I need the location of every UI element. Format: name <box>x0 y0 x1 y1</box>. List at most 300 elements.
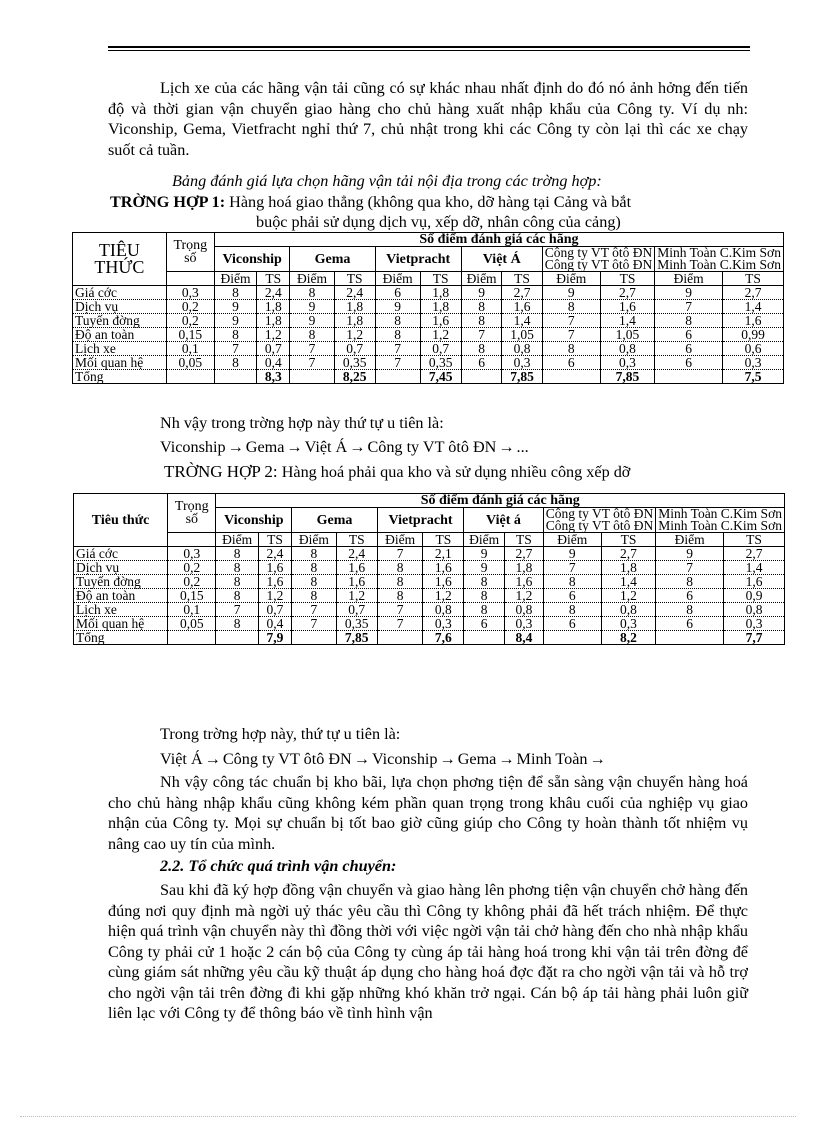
weight-cell: 0,05 <box>168 617 216 631</box>
company-header <box>655 247 784 272</box>
company-name-line: Công ty VT ôtô ĐN <box>545 518 654 533</box>
page-bottom-rule <box>20 1116 796 1118</box>
table-row <box>74 617 785 631</box>
ts-cell: 1,6 <box>423 561 464 575</box>
point-cell: 8 <box>656 575 724 589</box>
ts-cell: 1,6 <box>600 300 654 314</box>
ts-cell: 1,8 <box>505 561 544 575</box>
criterion-cell: Dịch vụ <box>74 561 168 575</box>
table-row <box>73 328 784 342</box>
case1-text-cont: buộc phải sử dụng dịch vụ, xếp dỡ, nhân công của cảng) <box>256 213 621 231</box>
point-cell: 8 <box>290 328 334 342</box>
ts-cell: 2,7 <box>723 286 784 300</box>
weight-cell: 0,2 <box>168 575 216 589</box>
arrow-icon: → <box>227 438 244 456</box>
company-header <box>290 247 375 272</box>
intro-text: Lịch xe của các hãng vận tải cũng có sự khác nhau nhất định do đó nó ảnh hởng đến tiến độ và thời gian vận chuyển giao hàng cho chủ hàng xuất nhập khẩu của Công ty. Ví dụ nh: Viconship, Gema, Vietfracht nghỉ thứ 7, chủ nhật trong khi các Công ty còn lại thì các xe chạy suốt cả tuần. <box>108 79 748 159</box>
point-cell: 6 <box>543 589 601 603</box>
sub-header-ts: TS <box>601 533 655 547</box>
group-header: Số điểm đánh giá các hãng <box>214 233 783 247</box>
point-cell: 8 <box>214 356 256 370</box>
case2-heading <box>164 462 630 482</box>
ts-cell: 1,6 <box>336 575 377 589</box>
point-cell: 9 <box>542 286 600 300</box>
criterion-cell: Giá cớc <box>73 286 167 300</box>
sub-header-ts: TS <box>258 533 291 547</box>
arrow-icon: → <box>204 750 221 768</box>
point-cell: 9 <box>461 286 502 300</box>
ts-cell: 2,1 <box>423 547 464 561</box>
total-point-empty <box>290 370 334 384</box>
total-ts-cell: 8,25 <box>334 370 375 384</box>
company-name-line: Công ty VT ôtô ĐN <box>544 245 653 260</box>
weight-cell: 0,05 <box>166 356 214 370</box>
point-cell: 6 <box>655 328 723 342</box>
table-row <box>73 342 784 356</box>
ts-cell: 0,3 <box>724 617 785 631</box>
ts-cell: 0,35 <box>336 617 377 631</box>
ts-cell: 1,6 <box>502 300 542 314</box>
point-cell: 6 <box>464 617 505 631</box>
ts-cell: 1,6 <box>258 575 291 589</box>
point-cell: 8 <box>290 286 334 300</box>
company-header <box>656 508 785 533</box>
table-row <box>74 547 785 561</box>
total-ts-cell: 7,6 <box>423 631 464 645</box>
point-cell: 7 <box>377 603 423 617</box>
ts-cell: 2,4 <box>334 286 375 300</box>
point-cell: 8 <box>377 561 423 575</box>
ts-cell: 2,4 <box>258 547 291 561</box>
ts-cell: 1,2 <box>257 328 290 342</box>
total-point-empty <box>656 631 724 645</box>
point-cell: 6 <box>542 356 600 370</box>
total-ts-cell: 8,2 <box>601 631 655 645</box>
sub-header-point: Điểm <box>461 272 502 286</box>
arrow-icon: → <box>498 438 515 456</box>
table-row <box>73 356 784 370</box>
point-cell: 8 <box>216 575 258 589</box>
criterion-cell: Lịch xe <box>74 603 168 617</box>
ts-cell: 0,99 <box>723 328 784 342</box>
sub-header-ts: TS <box>502 272 542 286</box>
criterion-cell: Mối quan hệ <box>73 356 167 370</box>
sub-header-ts: TS <box>257 272 290 286</box>
sub-header-point: Điểm <box>292 533 336 547</box>
sub-header-ts: TS <box>336 533 377 547</box>
point-cell: 8 <box>461 300 502 314</box>
arrow-icon: → <box>286 438 303 456</box>
priority-item: ... <box>516 438 529 456</box>
ts-cell: 1,2 <box>336 589 377 603</box>
company-name-line: Việt Á <box>482 251 521 267</box>
total-ts-cell: 7,7 <box>724 631 785 645</box>
point-cell: 8 <box>543 575 601 589</box>
company-name-line: Gema <box>316 512 353 528</box>
point-cell: 7 <box>290 356 334 370</box>
weight-cell: 0,2 <box>168 561 216 575</box>
weight-cell: 0,2 <box>166 314 214 328</box>
point-cell: 7 <box>542 328 600 342</box>
point-cell: 7 <box>375 342 420 356</box>
company-name-line: Minh Toàn C.Kim Sơn <box>658 506 782 521</box>
ts-cell: 0,35 <box>420 356 461 370</box>
total-ts-cell: 7,9 <box>258 631 291 645</box>
ts-cell: 1,2 <box>601 589 655 603</box>
point-cell: 7 <box>216 603 258 617</box>
sub-header-ts: TS <box>505 533 544 547</box>
arrow-icon: → <box>439 750 456 768</box>
company-name-line: Công ty VT ôtô ĐN <box>544 257 653 272</box>
criterion-cell: Giá cớc <box>74 547 168 561</box>
paragraph-2-text: Nh vậy công tác chuẩn bị kho bãi, lựa chọn phơng tiện để sẵn sàng vận chuyển hàng hoá cho chủ hàng nhập khẩu cũng không kém phần quan trọng trong khâu cuối của nghiệp vụ giao nhận của Công ty. Mọi sự chuẩn bị tốt bao giờ cũng giúp cho Công ty hoàn thành tốt nhiệm vụ nâng cao uy tín của mình. <box>108 773 748 853</box>
ts-cell: 0,6 <box>723 342 784 356</box>
priority-item: Việt Á <box>304 438 348 456</box>
criterion-cell: Lịch xe <box>73 342 167 356</box>
ts-cell: 1,8 <box>601 561 655 575</box>
ts-cell: 1,2 <box>420 328 461 342</box>
point-cell: 8 <box>216 589 258 603</box>
criteria-header: Tiêu thức <box>74 494 168 547</box>
ts-cell: 1,4 <box>724 561 785 575</box>
total-ts-cell: 7,45 <box>420 370 461 384</box>
weight-cell: 0,15 <box>168 589 216 603</box>
point-cell: 8 <box>464 589 505 603</box>
ts-cell: 2,7 <box>601 547 655 561</box>
weight-cell: 0,2 <box>166 300 214 314</box>
point-cell: 7 <box>377 547 423 561</box>
point-cell: 8 <box>461 314 502 328</box>
table-row <box>73 314 784 328</box>
criterion-cell: Độ an toàn <box>74 589 168 603</box>
total-point-empty <box>216 631 258 645</box>
company-header <box>461 247 542 272</box>
sub-header-point: Điểm <box>214 272 256 286</box>
sub-header-ts: TS <box>334 272 375 286</box>
arrow-icon: → <box>498 750 515 768</box>
priority-item: Viconship <box>160 438 226 456</box>
sub-header-ts: TS <box>600 272 654 286</box>
point-cell: 9 <box>214 314 256 328</box>
company-name-line: Gema <box>314 251 351 267</box>
ts-cell: 0,8 <box>600 342 654 356</box>
total-label: Tổng <box>73 370 167 384</box>
criterion-cell: Độ an toàn <box>73 328 167 342</box>
point-cell: 8 <box>464 575 505 589</box>
ts-cell: 2,7 <box>600 286 654 300</box>
ts-cell: 1,6 <box>423 575 464 589</box>
ts-cell: 0,3 <box>505 617 544 631</box>
weight-header-line2: số <box>185 512 199 527</box>
table-row <box>73 286 784 300</box>
point-cell: 9 <box>543 547 601 561</box>
ts-cell: 2,4 <box>257 286 290 300</box>
ts-cell: 1,6 <box>724 575 785 589</box>
paragraph-3-text: Sau khi đã ký hợp đồng vận chuyển và giao hàng lên phơng tiện vận chuyển chở hàng đến đúng nơi quy định mà ngời uỷ thác yêu cầu thì Công ty không phải đã hết trách nhiệm. Để thực hiện quá trình vận chuyển này thì đồng thời với việc ngời vận tải chở hàng đến cho nhà nhập khẩu Công ty phải cử 1 hoặc 2 cán bộ của Công ty cùng áp tải hàng hoá trong khi vận tải trên đờng để cùng giám sát những yêu cầu kỹ thuật áp dụng cho hàng hoá đợc đặt ra cho ngời vận tải và hỗ trợ cho ngời vận tải trên đờng đi khi gặp những khó khăn trở ngại. Cán bộ áp tải hàng phải luôn giữ liên lạc với Công ty để thông báo về tình hình vận <box>108 881 748 1022</box>
case1-text: Hàng hoá giao thẳng (không qua kho, dỡ hàng tại Cảng và bắt <box>229 193 632 211</box>
company-name-line: Viconship <box>224 512 284 528</box>
sub-header-point: Điểm <box>464 533 505 547</box>
weight-header <box>168 494 216 533</box>
total-point-empty <box>292 631 336 645</box>
ts-cell: 1,8 <box>420 300 461 314</box>
sub-header-ts: TS <box>420 272 461 286</box>
point-cell: 7 <box>214 342 256 356</box>
sub-header-point: Điểm <box>377 533 423 547</box>
ts-cell: 0,8 <box>601 603 655 617</box>
weight-cell: 0,1 <box>166 342 214 356</box>
total-ts-cell: 7,5 <box>723 370 784 384</box>
point-cell: 7 <box>542 314 600 328</box>
section-heading: 2.2. Tổ chức quá trình vận chuyển: <box>160 857 397 875</box>
weight-cell: 0,3 <box>166 286 214 300</box>
priority-item: Công ty VT ôtô ĐN <box>367 438 497 456</box>
priority-item: Gema <box>245 438 285 456</box>
sub-header-point: Điểm <box>290 272 334 286</box>
weight-header-line2: số <box>184 251 197 266</box>
total-ts-cell: 7,85 <box>502 370 542 384</box>
point-cell: 8 <box>464 603 505 617</box>
table-case-2 <box>73 493 785 645</box>
ts-cell: 1,8 <box>334 300 375 314</box>
company-header <box>464 508 543 533</box>
company-name-line: Vietpracht <box>388 512 453 528</box>
total-point-empty <box>375 370 420 384</box>
ts-cell: 1,6 <box>258 561 291 575</box>
weight-sub-empty <box>166 272 214 286</box>
weight-sub-empty <box>168 533 216 547</box>
total-point-empty <box>464 631 505 645</box>
sub-header-point: Điểm <box>655 272 723 286</box>
criteria-header <box>73 233 167 286</box>
total-row <box>74 631 785 645</box>
total-label: Tổng <box>74 631 168 645</box>
company-name-line: Vietpracht <box>386 251 451 267</box>
total-weight-empty <box>168 631 216 645</box>
priority-item: Việt Á <box>160 750 203 768</box>
case2-text: Hàng hoá phải qua kho và sử dụng nhiều công xếp dỡ <box>281 463 631 481</box>
ts-cell: 2,7 <box>505 547 544 561</box>
criteria-header-line1: TIÊU <box>98 240 140 260</box>
ts-cell: 0,3 <box>601 617 655 631</box>
ts-cell: 2,7 <box>724 547 785 561</box>
ts-cell: 1,6 <box>420 314 461 328</box>
point-cell: 9 <box>290 300 334 314</box>
table-row <box>73 300 784 314</box>
point-cell: 8 <box>377 575 423 589</box>
point-cell: 9 <box>656 547 724 561</box>
point-cell: 8 <box>542 300 600 314</box>
ts-cell: 0,3 <box>723 356 784 370</box>
order1-list <box>160 437 529 457</box>
ts-cell: 0,35 <box>334 356 375 370</box>
case1-heading <box>110 192 631 212</box>
point-cell: 8 <box>375 314 420 328</box>
paragraph-2 <box>108 772 748 854</box>
table-row <box>74 603 785 617</box>
ts-cell: 1,2 <box>334 328 375 342</box>
ts-cell: 1,8 <box>420 286 461 300</box>
company-header <box>214 247 290 272</box>
ts-cell: 1,4 <box>502 314 542 328</box>
total-ts-cell: 8,4 <box>505 631 544 645</box>
criterion-cell: Tuyến đờng <box>74 575 168 589</box>
ts-cell: 0,8 <box>423 603 464 617</box>
ts-cell: 0,7 <box>336 603 377 617</box>
total-weight-empty <box>166 370 214 384</box>
ts-cell: 0,7 <box>420 342 461 356</box>
point-cell: 9 <box>464 561 505 575</box>
ts-cell: 1,4 <box>723 300 784 314</box>
priority-item: Công ty VT ôtô ĐN <box>222 750 352 768</box>
point-cell: 8 <box>292 547 336 561</box>
point-cell: 8 <box>214 286 256 300</box>
weight-cell: 0,3 <box>168 547 216 561</box>
point-cell: 8 <box>292 561 336 575</box>
point-cell: 8 <box>292 575 336 589</box>
point-cell: 8 <box>543 603 601 617</box>
ts-cell: 0,3 <box>502 356 542 370</box>
ts-cell: 0,3 <box>600 356 654 370</box>
ts-cell: 1,8 <box>334 314 375 328</box>
ts-cell: 0,9 <box>724 589 785 603</box>
table-title: Bảng đánh giá lựa chọn hãng vận tải nội địa trong các trờng hợp: <box>172 172 602 190</box>
point-cell: 7 <box>656 561 724 575</box>
point-cell: 8 <box>461 342 502 356</box>
point-cell: 7 <box>292 603 336 617</box>
point-cell: 6 <box>656 617 724 631</box>
point-cell: 8 <box>216 561 258 575</box>
point-cell: 8 <box>375 328 420 342</box>
sub-header-point: Điểm <box>543 533 601 547</box>
priority-item: Viconship <box>371 750 438 768</box>
point-cell: 9 <box>214 300 256 314</box>
point-cell: 6 <box>461 356 502 370</box>
sub-header-point: Điểm <box>542 272 600 286</box>
company-header <box>377 508 463 533</box>
ts-cell: 0,4 <box>257 356 290 370</box>
table-row <box>74 575 785 589</box>
company-header <box>375 247 461 272</box>
point-cell: 6 <box>375 286 420 300</box>
point-cell: 8 <box>292 589 336 603</box>
total-row <box>73 370 784 384</box>
ts-cell: 1,4 <box>600 314 654 328</box>
ts-cell: 1,6 <box>723 314 784 328</box>
arrow-icon: → <box>589 750 606 768</box>
sub-header-ts: TS <box>423 533 464 547</box>
point-cell: 8 <box>542 342 600 356</box>
ts-cell: 0,4 <box>258 617 291 631</box>
point-cell: 8 <box>216 617 258 631</box>
priority-item: Gema <box>457 750 497 768</box>
intro-paragraph <box>108 78 748 160</box>
ts-cell: 0,8 <box>505 603 544 617</box>
point-cell: 8 <box>216 547 258 561</box>
ts-cell: 1,2 <box>258 589 291 603</box>
ts-cell: 1,05 <box>502 328 542 342</box>
point-cell: 9 <box>290 314 334 328</box>
point-cell: 7 <box>461 328 502 342</box>
order2-text: Trong trờng hợp này, thứ tự u tiên là: <box>160 725 401 743</box>
company-name-line: Minh Toàn C.Kim Sơn <box>658 518 782 533</box>
weight-cell: 0,15 <box>166 328 214 342</box>
ts-cell: 2,7 <box>502 286 542 300</box>
point-cell: 8 <box>214 328 256 342</box>
ts-cell: 0,7 <box>334 342 375 356</box>
case2-label: TRỜNG HỢP 2: <box>164 462 278 481</box>
priority-item: Minh Toàn <box>516 750 588 768</box>
criteria-header-line2: THỨC <box>94 257 145 277</box>
total-ts-cell: 7,85 <box>600 370 654 384</box>
criterion-cell: Dịch vụ <box>73 300 167 314</box>
sub-header-point: Điểm <box>216 533 258 547</box>
total-point-empty <box>543 631 601 645</box>
ts-cell: 1,4 <box>601 575 655 589</box>
ts-cell: 1,8 <box>257 314 290 328</box>
point-cell: 7 <box>377 617 423 631</box>
company-header <box>216 508 292 533</box>
table-row <box>74 589 785 603</box>
table-case-1 <box>72 232 784 384</box>
company-name-line: Minh Toàn C.Kim Sơn <box>657 245 781 260</box>
company-name-line: Công ty VT ôtô ĐN <box>545 506 654 521</box>
paragraph-3 <box>108 880 748 1024</box>
point-cell: 9 <box>375 300 420 314</box>
ts-cell: 1,6 <box>336 561 377 575</box>
criterion-cell: Tuyến đờng <box>73 314 167 328</box>
company-header <box>543 508 656 533</box>
sub-header-point: Điểm <box>375 272 420 286</box>
ts-cell: 0,8 <box>502 342 542 356</box>
point-cell: 8 <box>656 603 724 617</box>
point-cell: 6 <box>543 617 601 631</box>
case1-label: TRỜNG HỢP 1: <box>110 193 226 211</box>
company-header <box>542 247 655 272</box>
header-rule-thin <box>108 50 750 51</box>
criterion-cell: Mối quan hệ <box>74 617 168 631</box>
point-cell: 8 <box>655 314 723 328</box>
point-cell: 8 <box>377 589 423 603</box>
point-cell: 7 <box>290 342 334 356</box>
point-cell: 6 <box>656 589 724 603</box>
header-rule-thick <box>108 46 750 48</box>
company-header <box>292 508 378 533</box>
ts-cell: 0,3 <box>423 617 464 631</box>
ts-cell: 2,4 <box>336 547 377 561</box>
weight-header-line1: Trọng <box>173 238 208 253</box>
order2-list <box>160 749 608 769</box>
table-row <box>74 561 785 575</box>
ts-cell: 1,05 <box>600 328 654 342</box>
total-point-empty <box>214 370 256 384</box>
weight-cell: 0,1 <box>168 603 216 617</box>
total-point-empty <box>377 631 423 645</box>
total-point-empty <box>542 370 600 384</box>
ts-cell: 0,7 <box>257 342 290 356</box>
ts-cell: 1,2 <box>505 589 544 603</box>
order1-text: Nh vậy trong trờng hợp này thứ tự u tiên là: <box>160 414 444 432</box>
total-point-empty <box>461 370 502 384</box>
sub-header-ts: TS <box>723 272 784 286</box>
point-cell: 9 <box>464 547 505 561</box>
company-name-line: Viconship <box>222 251 282 267</box>
sub-header-point: Điểm <box>656 533 724 547</box>
ts-cell: 0,8 <box>724 603 785 617</box>
total-ts-cell: 7,85 <box>336 631 377 645</box>
sub-header-ts: TS <box>724 533 785 547</box>
ts-cell: 1,8 <box>257 300 290 314</box>
